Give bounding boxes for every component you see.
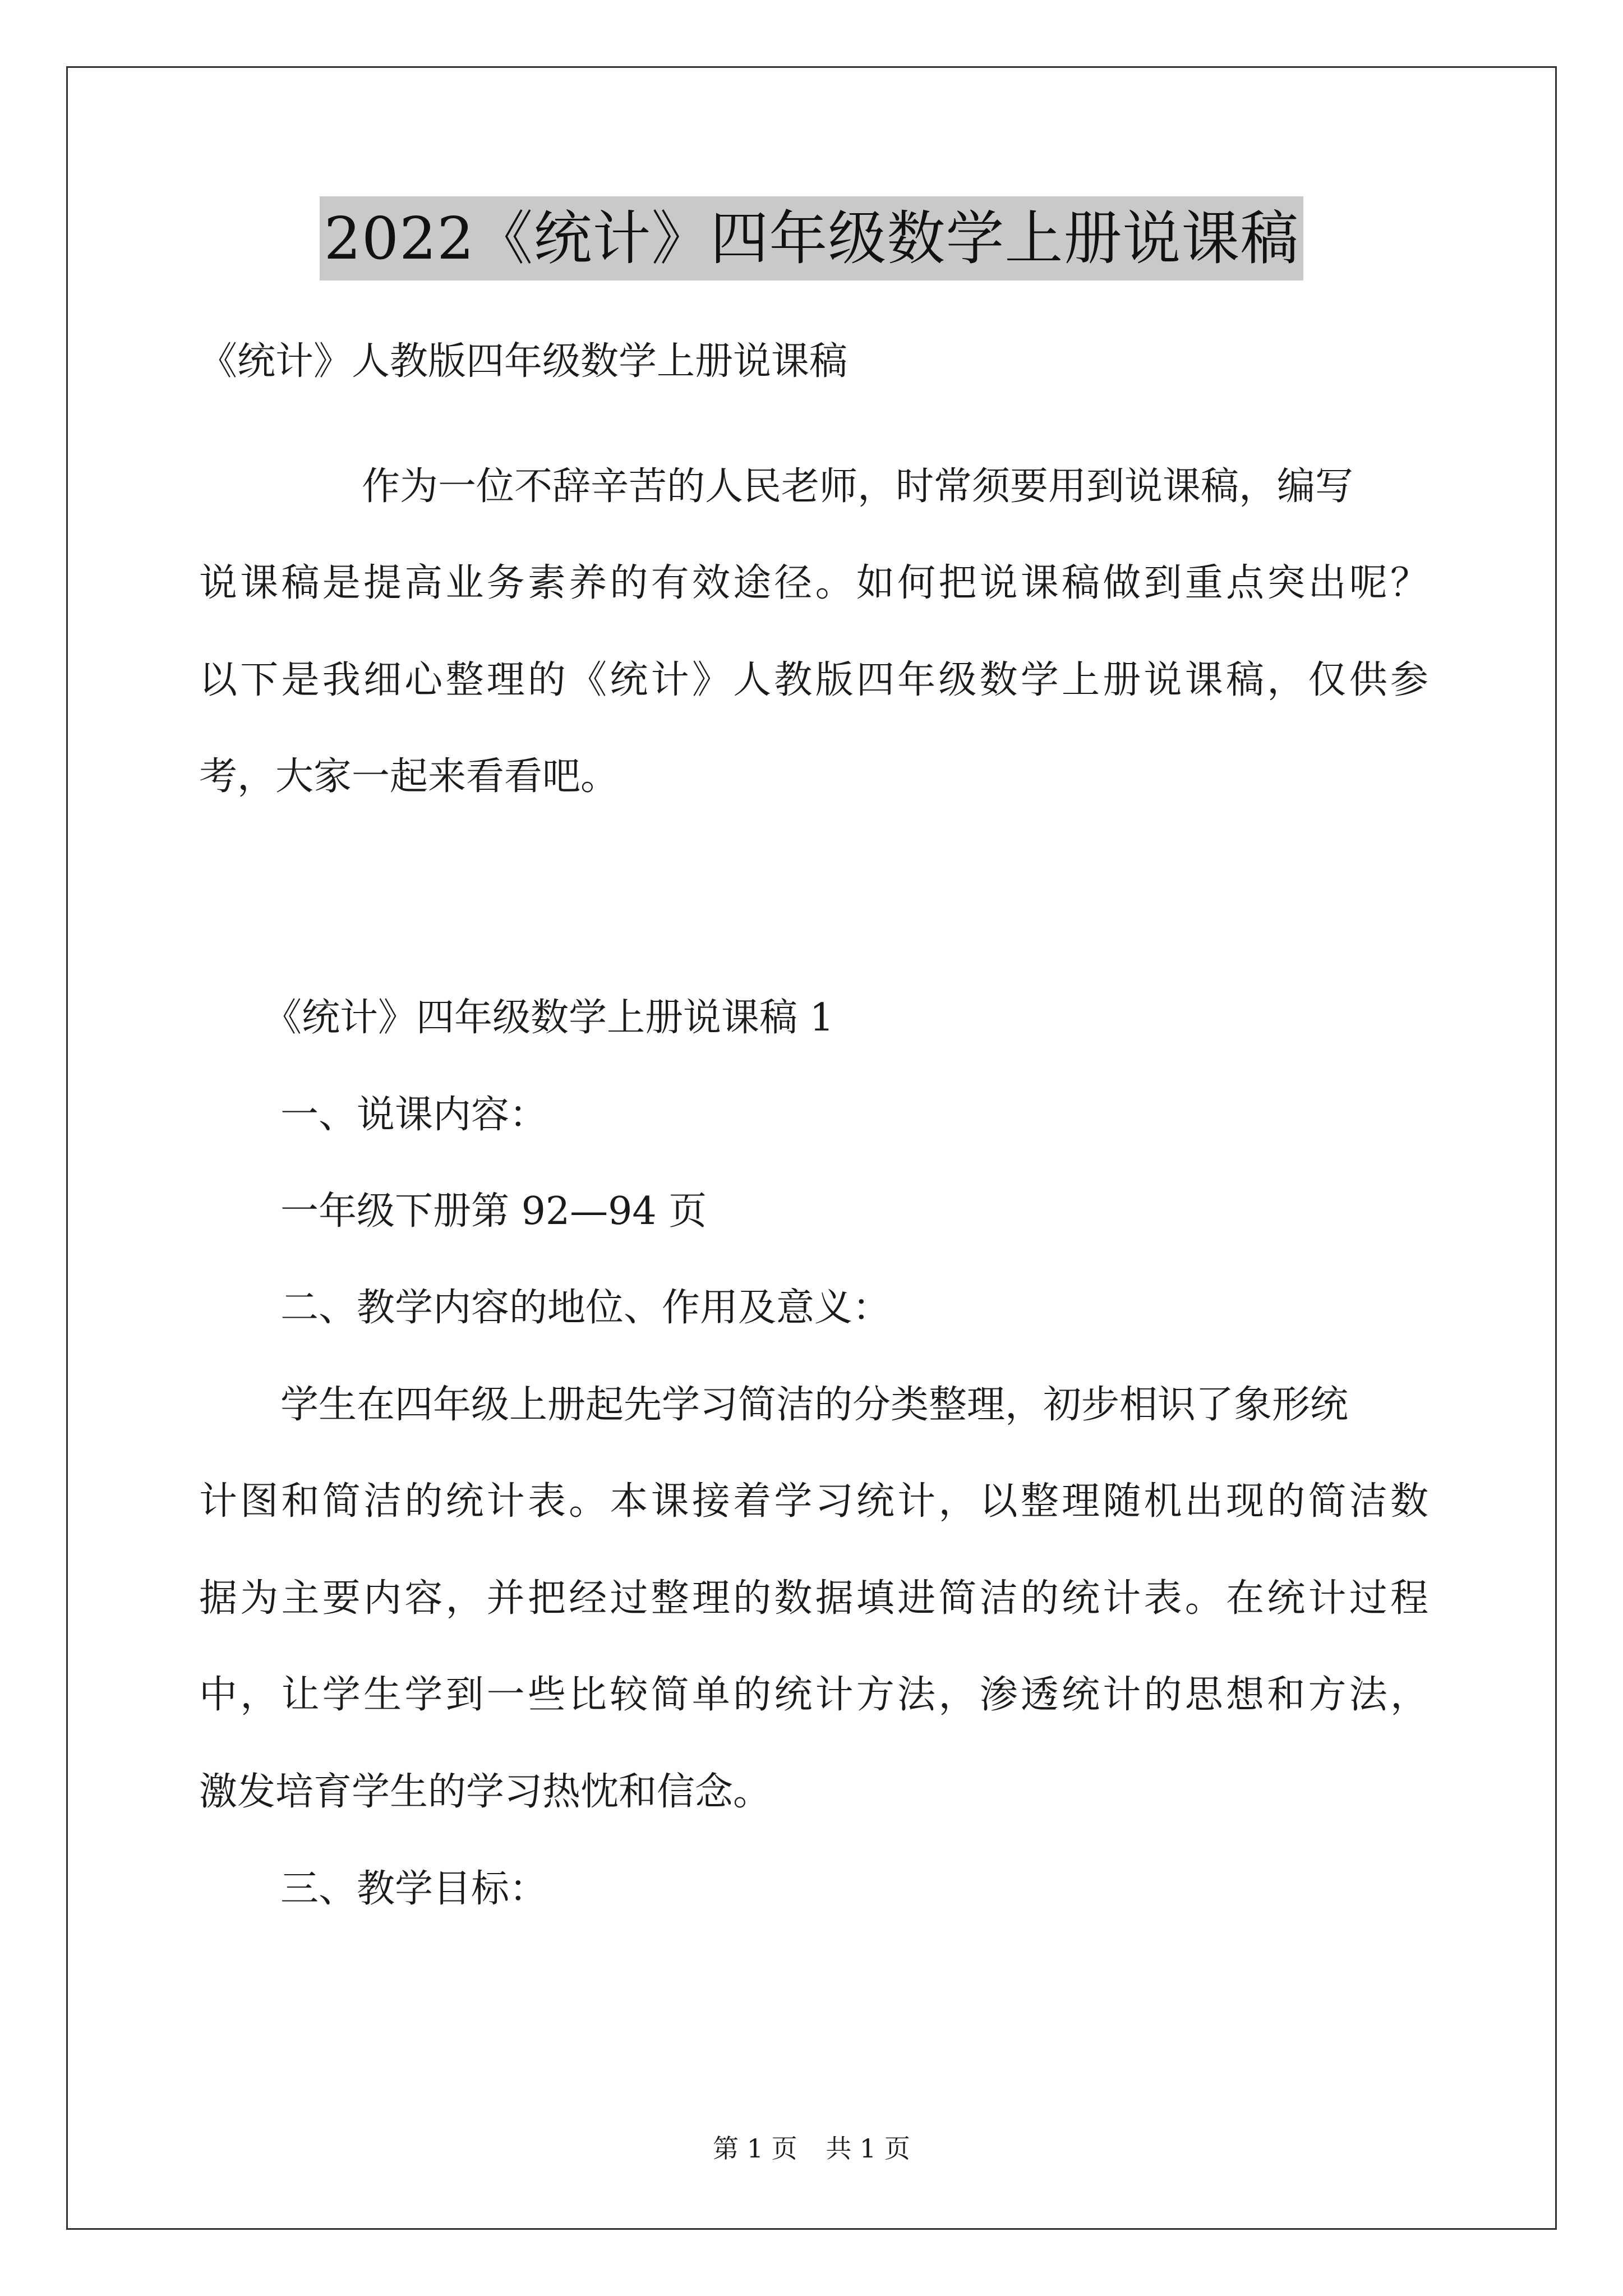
page-number-current: 第 1 页: [713, 2133, 797, 2164]
body-line-3: 据为主要内容，并把经过整理的数据填进简洁的统计表。在统计过程: [199, 1576, 1428, 1621]
heading-1: 一、说课内容：: [280, 1093, 548, 1137]
document-title: 2022《统计》四年级数学上册说课稿: [320, 196, 1304, 280]
body-line-1: 学生在四年级上册起先学习简洁的分类整理，初步相识了象形统: [280, 1383, 1349, 1427]
page-footer: [0, 2132, 1623, 2165]
heading-3: 三、教学目标：: [280, 1867, 548, 1911]
body-line-4: 中，让学生学到一些比较简单的统计方法，渗透统计的思想和方法，: [199, 1673, 1428, 1717]
subtitle: 《统计》人教版四年级数学上册说课稿: [199, 339, 848, 384]
page-number-total: 共 1 页: [826, 2133, 910, 2164]
intro-line-1: 作为一位不辞辛苦的人民老师，时常须要用到说课稿，编写: [362, 464, 1354, 509]
intro-line-4: 考，大家一起来看看吧。: [199, 754, 619, 799]
content-1: 一年级下册第 92—94 页: [280, 1189, 707, 1234]
intro-line-3: 以下是我细心整理的《统计》人教版四年级数学上册说课稿，仅供参: [199, 658, 1428, 702]
heading-2: 二、教学内容的地位、作用及意义：: [280, 1286, 891, 1330]
body-line-5: 激发培育学生的学习热忱和信念。: [199, 1770, 772, 1814]
body-line-2: 计图和简洁的统计表。本课接着学习统计，以整理随机出现的简洁数: [199, 1479, 1428, 1524]
intro-line-2: 说课稿是提高业务素养的有效途径。如何把说课稿做到重点突出呢？: [199, 561, 1428, 605]
section-heading: 《统计》四年级数学上册说课稿 1: [264, 996, 834, 1040]
title-container: [0, 196, 1623, 280]
